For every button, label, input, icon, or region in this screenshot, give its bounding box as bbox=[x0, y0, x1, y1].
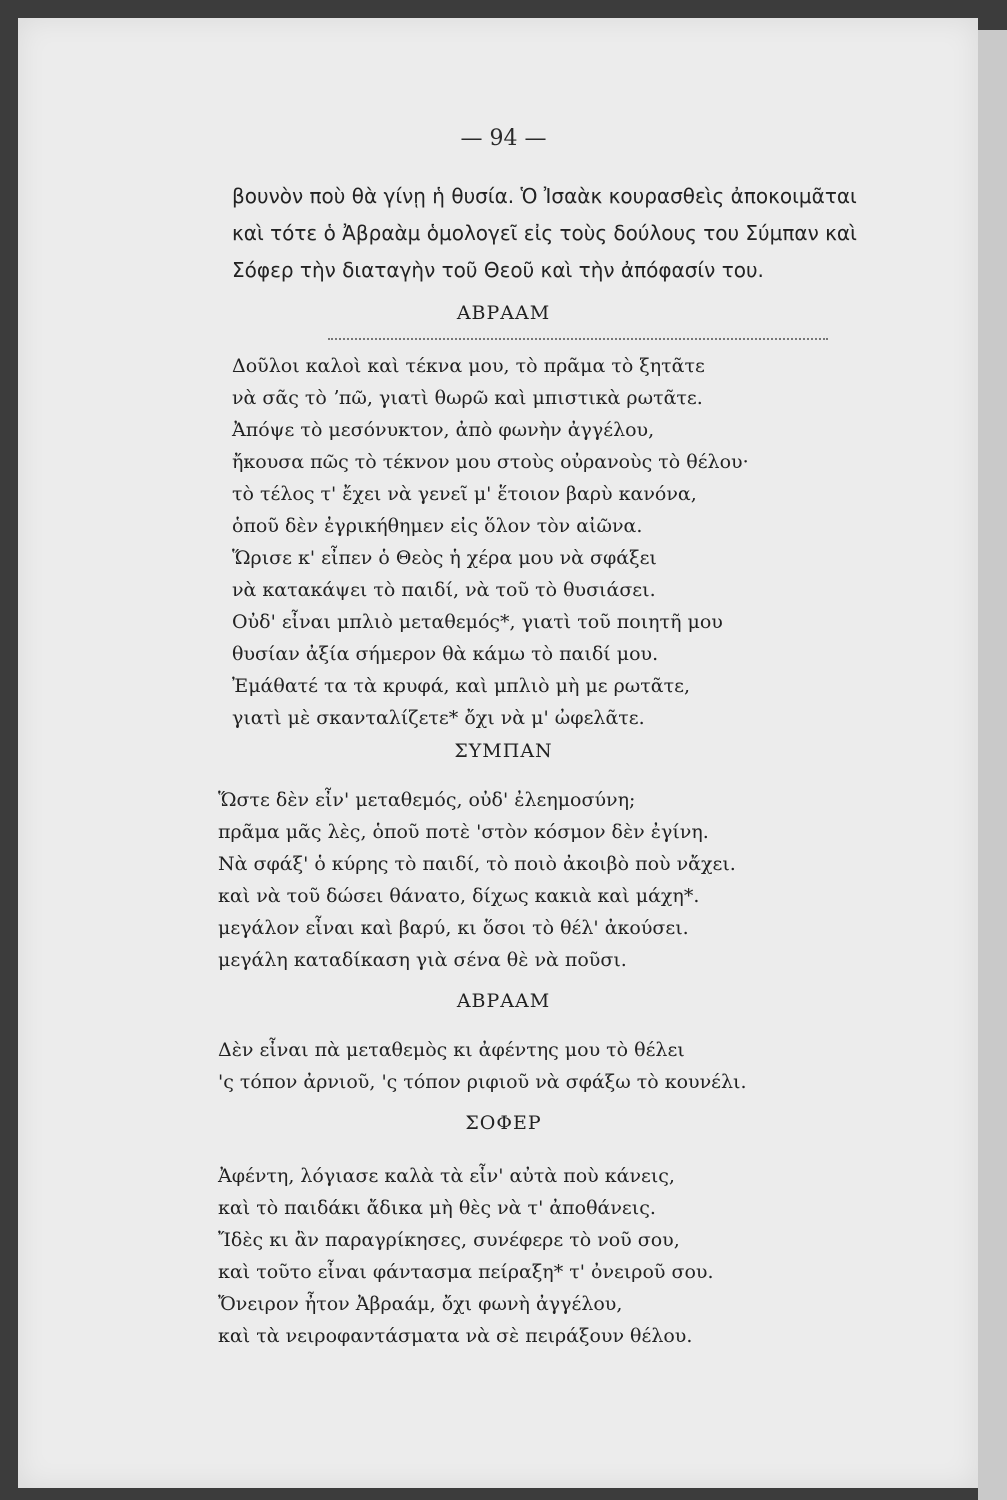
verse-line: Ὥρισε κ' εἶπεν ὁ Θεὸς ἡ χέρα μου νὰ σφάξει bbox=[232, 547, 657, 569]
verse-line: ἤκουσα πῶς τὸ τέκνον μου στοὺς οὐρανοὺς τὸ θέλου· bbox=[232, 451, 749, 473]
verse-line: Ὥστε δὲν εἶν' μεταθεμός, οὐδ' ἐλεημοσύνη; bbox=[218, 789, 636, 811]
verse-line: μεγάλη καταδίκαση γιὰ σένα θὲ νὰ ποῦσι. bbox=[218, 949, 627, 971]
verse-line: Ἴδὲς κι ἂν παραγρίκησες, συνέφερε τὸ νοῦ σου, bbox=[218, 1229, 680, 1251]
verse-line: καὶ τοῦτο εἶναι φάντασμα πείραξη* τ' ὀνειροῦ σου. bbox=[218, 1261, 714, 1283]
verse-line: Ἐμάθατέ τα τὰ κρυφά, καὶ μπλιὸ μὴ με ρωτᾶτε, bbox=[232, 675, 691, 697]
verse-line: καὶ τὸ παιδάκι ἄδικα μὴ θὲς νὰ τ' ἀποθάνεις. bbox=[218, 1197, 656, 1219]
verse-block-abraam-1 bbox=[232, 350, 749, 734]
verse-line: τὸ τέλος τ' ἔχει νὰ γενεῖ μ' ἕτοιον βαρὺ κανόνα, bbox=[232, 483, 697, 505]
verse-line: καὶ τὰ νειροφαντάσματα νὰ σὲ πειράξουν θέλου. bbox=[218, 1325, 693, 1347]
verse-line: Ἀπόψε τὸ μεσόνυκτον, ἀπὸ φωνὴν ἀγγέλου, bbox=[232, 419, 655, 441]
intro-line: βουνὸν ποὺ θὰ γίνῃ ἡ θυσία. Ὁ Ἰσαὰκ κουρασθεὶς ἀποκοιμᾶται bbox=[232, 184, 857, 208]
verse-line: ὁποῦ δὲν ἐγρικήθημεν εἰς ὅλον τὸν αἰῶνα. bbox=[232, 515, 643, 537]
verse-line: 'ς τόπον ἀρνιοῦ, 'ς τόπον ριφιοῦ νὰ σφάξω τὸ κουνέλι. bbox=[218, 1071, 747, 1093]
intro-paragraph bbox=[232, 178, 922, 289]
verse-line: Ἀφέντη, λόγιασε καλὰ τὰ εἶν' αὐτὰ ποὺ κάνεις, bbox=[218, 1165, 675, 1187]
verse-block-abraam-2 bbox=[218, 1034, 747, 1098]
verse-block-sympan bbox=[218, 784, 736, 976]
verse-block-sofer bbox=[218, 1160, 713, 1352]
speaker-heading: ΣΟΦΕΡ bbox=[465, 1112, 542, 1134]
verse-line: Ὄνειρον ἦτον Ἀβραάμ, ὄχι φωνὴ ἀγγέλου, bbox=[218, 1293, 623, 1315]
intro-line: Σόφερ τὴν διαταγὴν τοῦ Θεοῦ καὶ τὴν ἀπόφασίν του. bbox=[232, 258, 764, 282]
intro-line: καὶ τότε ὁ Ἀβραὰμ ὁμολογεῖ εἰς τοὺς δούλους του Σύμπαν καὶ bbox=[232, 221, 857, 245]
verse-line: γιατὶ μὲ σκανταλίζετε* ὄχι νὰ μ' ὠφελᾶτε. bbox=[232, 707, 645, 729]
verse-line: Δοῦλοι καλοὶ καὶ τέκνα μου, τὸ πρᾶμα τὸ ξητᾶτε bbox=[232, 355, 705, 377]
verse-line: πρᾶμα μᾶς λὲς, ὁποῦ ποτὲ 'στὸν κόσμον δὲν ἐγίνη. bbox=[218, 821, 709, 843]
speaker-heading: ΑΒΡΑΑΜ bbox=[456, 302, 551, 324]
page-edge bbox=[978, 30, 1007, 1500]
verse-line: καὶ νὰ τοῦ δώσει θάνατο, δίχως κακιὰ καὶ μάχη*. bbox=[218, 885, 700, 907]
verse-line: Νὰ σφάξ' ὁ κύρης τὸ παιδί, τὸ ποιὸ ἀκοιβὸ ποὺ νἄχει. bbox=[218, 853, 736, 875]
page-number: — 94 — bbox=[460, 126, 547, 151]
verse-line: Δὲν εἶναι πὰ μεταθεμὸς κι ἀφέντης μου τὸ θέλει bbox=[218, 1039, 685, 1061]
verse-line: μεγάλον εἶναι καὶ βαρύ, κι ὅσοι τὸ θέλ' ἀκούσει. bbox=[218, 917, 689, 939]
speaker-heading: ΑΒΡΑΑΜ bbox=[456, 990, 551, 1012]
verse-line: νὰ κατακάψει τὸ παιδί, νὰ τοῦ τὸ θυσιάσει. bbox=[232, 579, 656, 601]
verse-line: νὰ σᾶς τὸ ʼπῶ, γιατὶ θωρῶ καὶ μπιστικὰ ρωτᾶτε. bbox=[232, 387, 703, 409]
dotted-rule bbox=[328, 338, 828, 340]
verse-line: Οὐδ' εἶναι μπλιὸ μεταθεμός*, γιατὶ τοῦ ποιητῆ μου bbox=[232, 611, 723, 633]
verse-line: θυσίαν ἀξία σήμερον θὰ κάμω τὸ παιδί μου. bbox=[232, 643, 659, 665]
speaker-heading: ΣΥΜΠΑΝ bbox=[454, 740, 553, 762]
